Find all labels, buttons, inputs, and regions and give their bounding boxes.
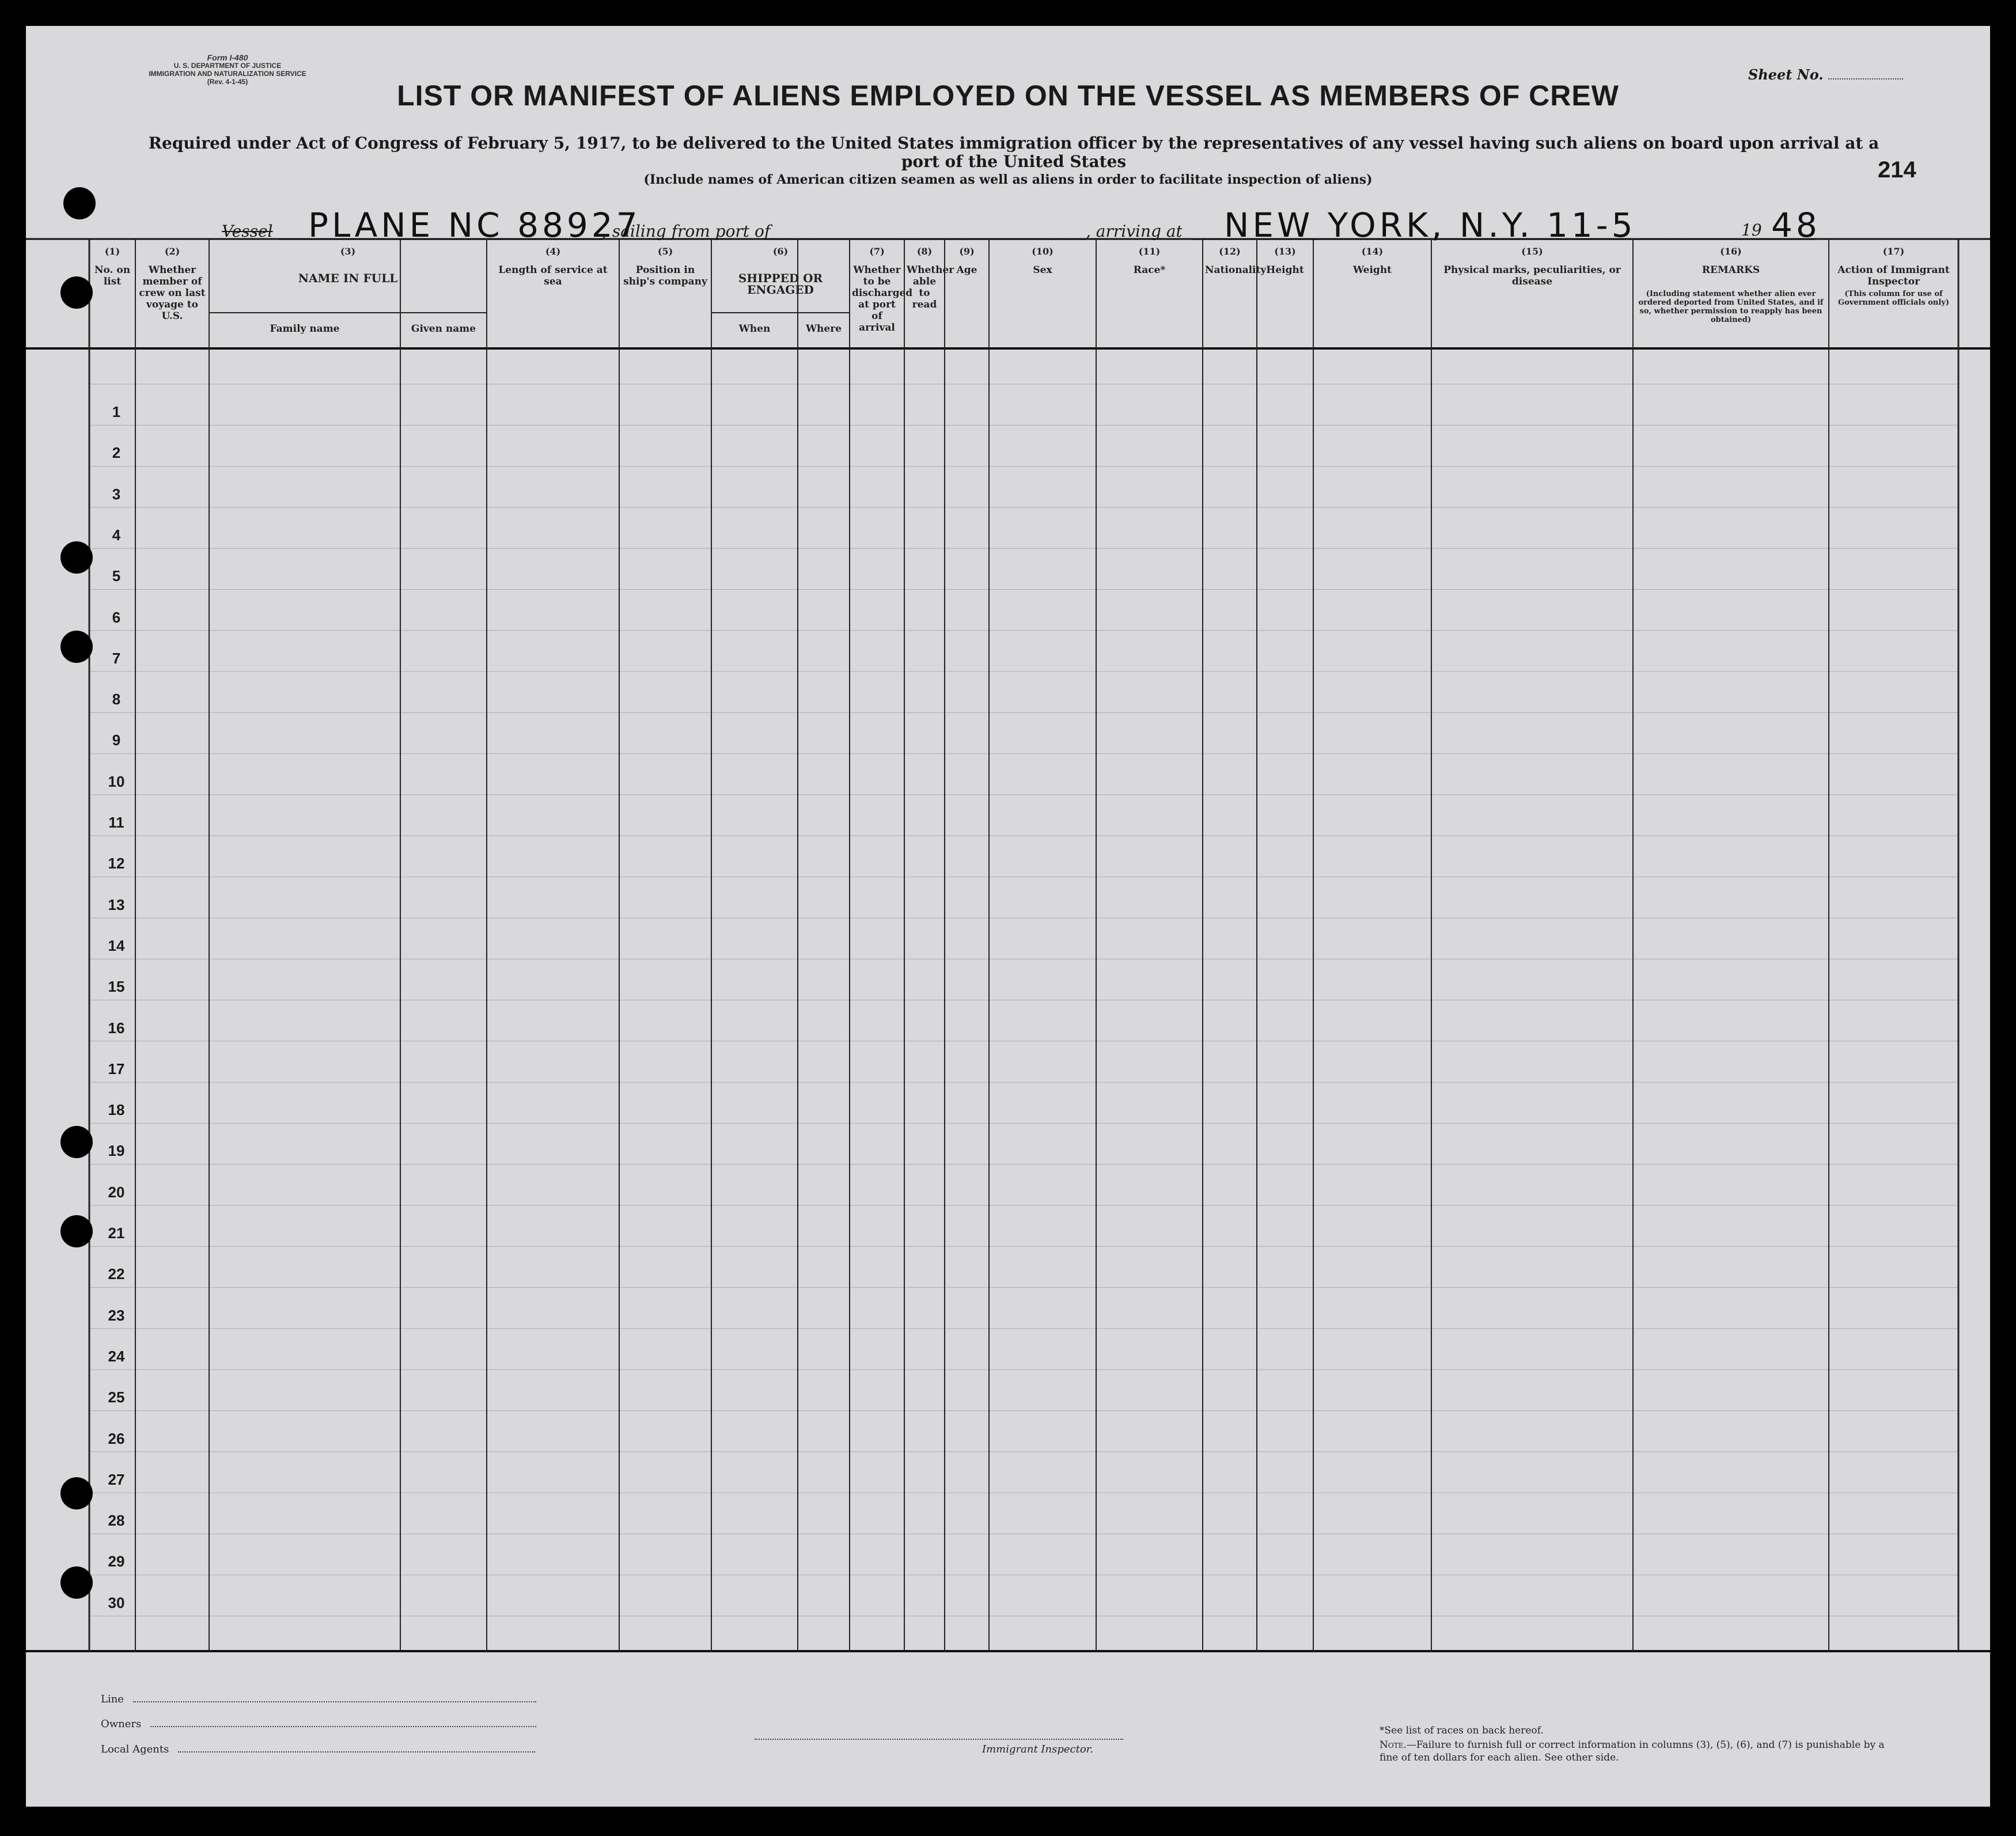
column-header: Weight	[1352, 264, 1392, 276]
row-number: 15	[108, 978, 125, 996]
punch-hole	[60, 1126, 93, 1158]
column-number: (11)	[1138, 246, 1161, 257]
race-note: *See list of races on back hereof.	[1380, 1725, 1544, 1736]
punch-hole	[60, 1215, 93, 1247]
column-subheader: Where	[805, 323, 842, 335]
row-number: 22	[108, 1265, 125, 1283]
row-number: 14	[108, 936, 125, 954]
arriving-label: , arriving at	[1086, 222, 1183, 241]
year-prefix: 19	[1741, 221, 1762, 240]
row-number: 18	[108, 1101, 125, 1119]
column-number: (1)	[104, 246, 120, 257]
row-number: 5	[112, 567, 121, 585]
row-number: 24	[108, 1347, 125, 1365]
note-text: —Failure to furnish full or correct information in columns (3), (5), (6), and (7) is punishable by a fine of ten dollars for each alien. See other side.	[1380, 1739, 1885, 1763]
punch-hole	[63, 187, 96, 219]
row-number: 23	[108, 1306, 125, 1324]
year-value[interactable]: 48	[1771, 206, 1821, 245]
column-note: (This column for use of Government officials only)	[1837, 290, 1949, 307]
subtitle: Required under Act of Congress of February 5, 1917, to be delivered to the United States immigration officer by the representatives of any vessel having such aliens on board upon arrival at a port of the United States	[148, 134, 1879, 171]
department: U. S. DEPARTMENT OF JUSTICE	[173, 62, 282, 70]
row-number: 19	[108, 1142, 125, 1160]
row-number: 17	[108, 1060, 125, 1078]
row-number: 7	[112, 649, 121, 667]
row-number: 12	[108, 855, 125, 873]
column-header: Physical marks, peculiarities, or disease	[1443, 264, 1621, 287]
column-header: Sex	[1033, 264, 1052, 276]
column-number: (10)	[1032, 246, 1054, 257]
page-title: LIST OR MANIFEST OF ALIENS EMPLOYED ON THE VESSEL AS MEMBERS OF CREW	[397, 79, 1619, 112]
column-header: No. on list	[94, 264, 131, 287]
revision: (Rev. 4-1-45)	[207, 78, 248, 86]
row-number: 13	[108, 896, 125, 913]
column-note: (Including statement whether alien ever ordered deported from United States, and if so, whether permission to reapply has been obtained)	[1638, 290, 1824, 324]
column-header: Whether member of crew on last voyage to U.S.	[139, 264, 206, 322]
column-number: (9)	[959, 246, 975, 257]
column-subheader: When	[738, 323, 771, 335]
row-number: 25	[108, 1389, 125, 1406]
column-header: SHIPPED OR ENGAGED	[738, 271, 823, 297]
row-number: 1	[112, 403, 121, 420]
line-field[interactable]	[101, 1693, 536, 1705]
punch-hole	[60, 276, 93, 309]
column-subheader: Given name	[411, 323, 476, 335]
date-value[interactable]: 11-5	[1547, 206, 1636, 245]
column-number: (6)	[772, 246, 789, 257]
punch-hole	[60, 541, 93, 574]
column-number: (17)	[1882, 246, 1905, 257]
row-number: 8	[112, 691, 121, 708]
row-number: 27	[108, 1470, 125, 1488]
page-number: 214	[1878, 157, 1916, 183]
row-number: 21	[108, 1224, 125, 1242]
row-number: 4	[112, 526, 121, 544]
column-number: (14)	[1361, 246, 1384, 257]
column-number: (8)	[916, 246, 933, 257]
subnote: (Include names of American citizen seamen as well as aliens in order to facilitate inspection of aliens)	[643, 172, 1373, 187]
column-header: Length of service at sea	[498, 264, 608, 287]
column-header: Action of Immigrant Inspector	[1837, 264, 1950, 287]
column-number: (12)	[1219, 246, 1241, 257]
agents-label: Local Agents	[101, 1743, 169, 1755]
arriving-value[interactable]: NEW YORK, N.Y.	[1224, 206, 1533, 245]
vessel-label: Vessel	[222, 222, 273, 241]
column-header: Race*	[1133, 264, 1166, 276]
column-number: (3)	[340, 246, 356, 257]
vessel-value[interactable]: PLANE NC 88927	[308, 206, 641, 245]
column-number: (7)	[869, 246, 885, 257]
column-number: (5)	[657, 246, 673, 257]
row-number: 30	[108, 1594, 125, 1611]
column-number: (15)	[1521, 246, 1543, 257]
manifest-sheet	[26, 26, 1990, 1807]
column-header: Age	[956, 264, 977, 276]
owners-label: Owners	[101, 1718, 142, 1730]
column-number: (4)	[545, 246, 561, 257]
row-number: 20	[108, 1183, 125, 1201]
row-number: 9	[112, 731, 121, 749]
punch-hole	[60, 1477, 93, 1509]
row-number: 28	[108, 1512, 125, 1530]
row-number: 10	[108, 772, 125, 790]
punch-hole	[60, 1566, 93, 1599]
punch-hole	[60, 631, 93, 663]
row-number: 6	[112, 608, 121, 626]
column-header: NAME IN FULL	[298, 271, 398, 285]
column-header: Whether able to read	[907, 264, 954, 310]
column-header: Nationality	[1205, 264, 1267, 276]
owners-field[interactable]	[101, 1718, 536, 1730]
inspector-label: Immigrant Inspector.	[982, 1743, 1094, 1755]
service: IMMIGRATION AND NATURALIZATION SERVICE	[149, 70, 306, 78]
note-label: Note.	[1380, 1739, 1407, 1751]
sheet-number-label: Sheet No.	[1748, 66, 1824, 83]
column-number: (16)	[1720, 246, 1742, 257]
column-header: Height	[1266, 264, 1304, 276]
column-header: Whether to be discharged at port of arrival	[852, 264, 913, 333]
sailing-label: , sailing from port of	[602, 222, 771, 241]
line-label: Line	[101, 1693, 124, 1705]
column-number: (2)	[164, 246, 180, 257]
column-header: Position in ship's company	[623, 264, 707, 287]
row-number: 29	[108, 1553, 125, 1571]
agents-field[interactable]	[101, 1743, 535, 1755]
row-number: 3	[112, 485, 121, 503]
column-header: REMARKS	[1702, 264, 1760, 276]
column-number: (13)	[1274, 246, 1296, 257]
row-number: 2	[112, 444, 121, 462]
inspector-signature-line[interactable]	[755, 1739, 1123, 1740]
row-number: 26	[108, 1429, 125, 1447]
row-number: 16	[108, 1019, 125, 1037]
form-number: Form I-480	[207, 53, 248, 62]
fine-note	[1380, 1739, 1886, 1764]
column-subheader: Family name	[270, 323, 340, 335]
row-number: 11	[108, 814, 124, 831]
